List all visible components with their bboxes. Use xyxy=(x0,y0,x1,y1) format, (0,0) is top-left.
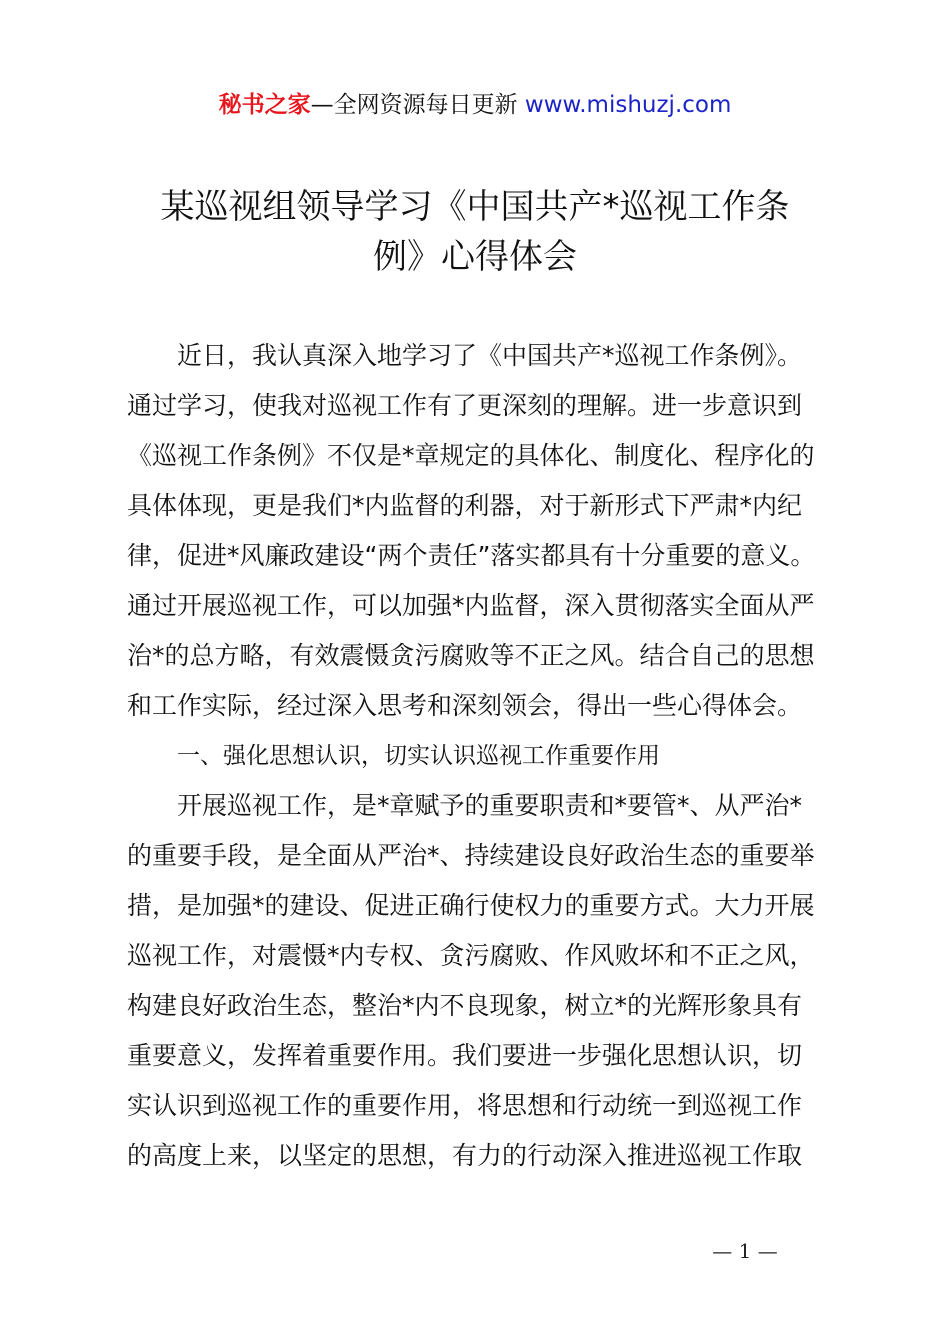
body-line: 《巡视工作条例》不仅是*章规定的具体化、制度化、程序化的 xyxy=(127,441,815,470)
title-line-2: 例》心得体会 xyxy=(373,237,577,277)
site-url-link[interactable]: www.mishuzj.com xyxy=(524,92,732,118)
body-line: 近日，我认真深入地学习了《中国共产*巡视工作条例》。 xyxy=(177,341,803,370)
brand-name: 秘书之家 xyxy=(218,92,311,118)
body-line: 治*的总方略，有效震慑贪污腐败等不正之风。结合自己的思想 xyxy=(127,641,815,670)
body-line: 开展巡视工作，是*章赋予的重要职责和*要管*、从严治* xyxy=(177,791,803,820)
title-line-1: 某巡视组领导学习《中国共产*巡视工作条 xyxy=(160,187,790,227)
page-number: — 1 — xyxy=(712,1239,778,1263)
body-line: 的重要手段，是全面从严治*、持续建设良好政治生态的重要举 xyxy=(127,841,815,870)
body-line: 的高度上来，以坚定的思想，有力的行动深入推进巡视工作取 xyxy=(127,1141,803,1170)
body-line: 巡视工作，对震慑*内专权、贪污腐败、作风败坏和不正之风， xyxy=(127,941,815,970)
body-line: 和工作实际，经过深入思考和深刻领会，得出一些心得体会。 xyxy=(127,691,803,720)
body-line: 通过开展巡视工作，可以加强*内监督，深入贯彻落实全面从严 xyxy=(127,591,815,620)
site-header xyxy=(0,88,950,122)
body-line: 具体体现，更是我们*内监督的利器，对于新形式下严肃*内纪 xyxy=(127,491,803,520)
section-heading: 一、强化思想认识，切实认识巡视工作重要作用 xyxy=(177,743,660,769)
document-body xyxy=(127,331,839,1181)
header-slogan: —全网资源每日更新 xyxy=(310,92,525,118)
document-title xyxy=(100,182,850,282)
body-line: 构建良好政治生态，整治*内不良现象，树立*的光辉形象具有 xyxy=(127,991,803,1020)
body-line: 律，促进*风廉政建设“两个责任”落实都具有十分重要的意义。 xyxy=(127,541,816,570)
body-line: 通过学习，使我对巡视工作有了更深刻的理解。进一步意识到 xyxy=(127,391,803,420)
body-line: 重要意义，发挥着重要作用。我们要进一步强化思想认识，切 xyxy=(127,1041,803,1070)
body-line: 措，是加强*的建设、促进正确行使权力的重要方式。大力开展 xyxy=(127,891,815,920)
body-line: 实认识到巡视工作的重要作用，将思想和行动统一到巡视工作 xyxy=(127,1091,803,1120)
